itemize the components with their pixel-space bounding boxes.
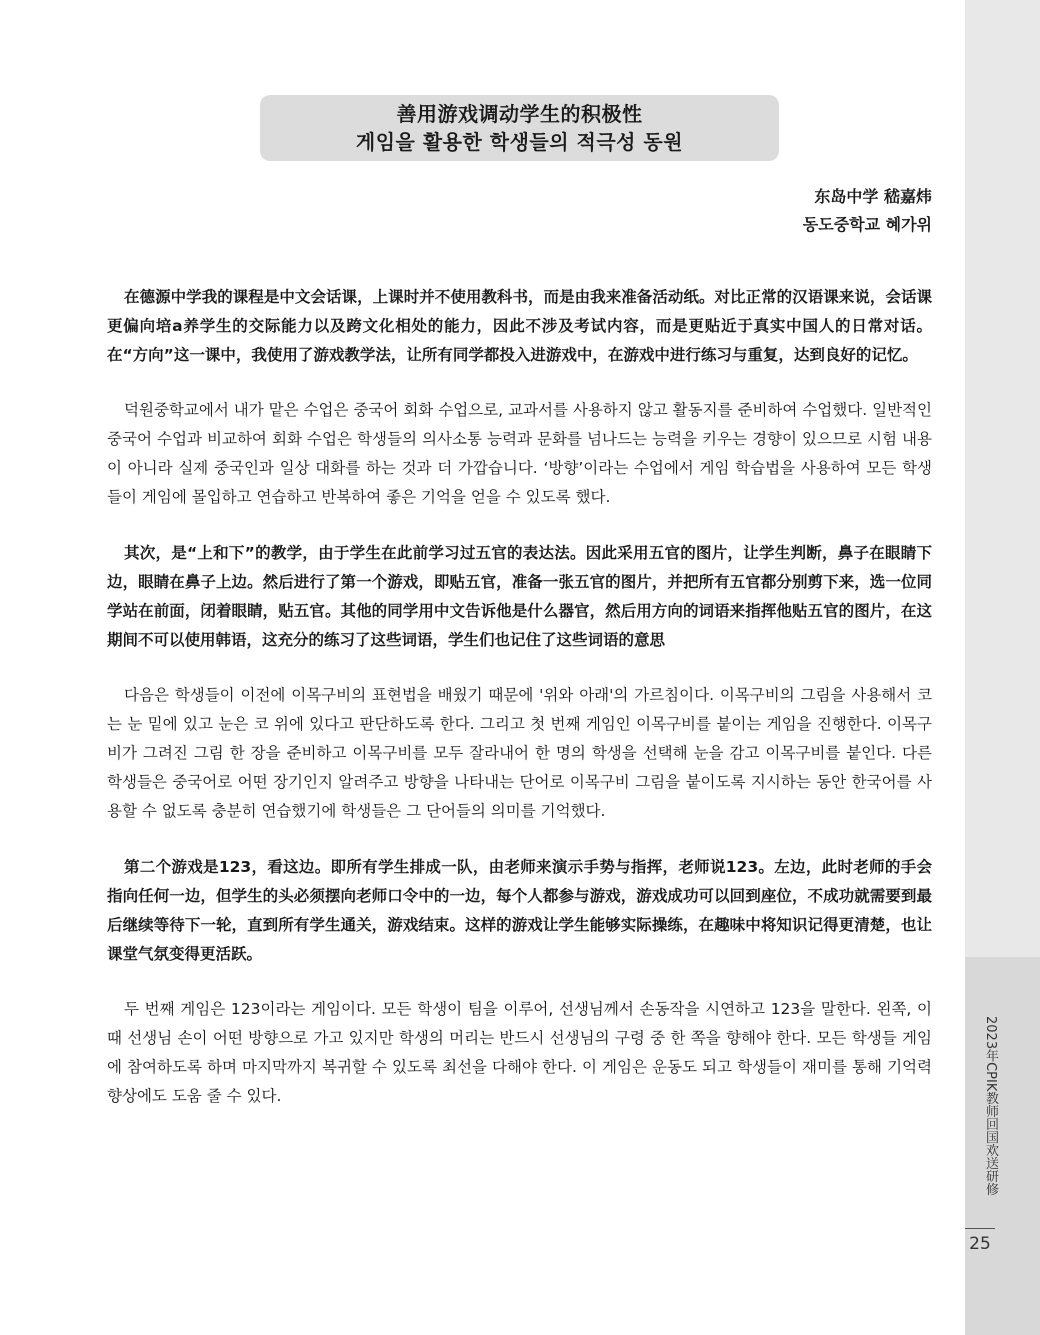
- article-title-chinese: 善用游戏调动学生的积极性: [396, 102, 643, 126]
- paragraph-chinese-1: 在德源中学我的课程是中文会话课，上课时并不使用教科书，而是由我来准备活动纸。对比正常的汉语课来说，会话课更偏向培a养学生的交际能力以及跨文化相处的能力，因此不涉及考试内容，而是更贴近于真实中国人的日常对话。在“方向”这一课中，我使用了游戏教学法，让所有同学都投入进游戏中，在游戏中进行练习与重复，达到良好的记忆。: [107, 288, 932, 364]
- paragraph-korean-2: 다음은 학생들이 이전에 이목구비의 표현법을 배웠기 때문에 '위와 아래'의 가르침이다. 이목구비의 그림을 사용해서 코는 눈 밑에 있고 눈은 코 위에 있다고 판단하도록 한다. 그리고 첫 번째 게임인 이목구비를 붙이는 게임을 진행한다. 이목구비가 그려진 그림 한 장을 준비하고 이목구비를 모두 잘라내어 한 명의 학생을 선택해 눈을 감고 이목구비를 붙인다. 다른 학생들은 중국어로 어떤 장기인지 알려주고 방향을 나타내는 단어로 이목구비 그림을 붙이도록 지시하는 동안 한국어를 사용할 수 없도록 충분히 연습했기에 학생들은 그 단어들의 의미를 기억했다.: [107, 686, 932, 820]
- paragraph-chinese-3: 第二个游戏是123，看这边。即所有学生排成一队，由老师来演示手势与指挥，老师说123。左边，此时老师的手会指向任何一边，但学生的头必须摆向老师口令中的一边，每个人都参与游戏，游戏成功可以回到座位，不成功就需要到最后继续等待下一轮，直到所有学生通关，游戏结束。这样的游戏让学生能够实际操练，在趣味中将知识记得更清楚，也让课堂气氛变得更活跃。: [107, 858, 932, 963]
- paragraph-chinese-2: 其次，是“上和下”的教学，由于学生在此前学习过五官的表达法。因此采用五官的图片，让学生判断，鼻子在眼睛下边，眼睛在鼻子上边。然后进行了第一个游戏，即贴五官，准备一张五官的图片，并把所有五官都分别剪下来，选一位同学站在前面，闭着眼睛，贴五官。其他的同学用中文告诉他是什么器官，然后用方向的词语来指挥他贴五官的图片，在这期间不可以使用韩语，这充分的练习了这些词语，学生们也记住了这些词语的意思: [107, 544, 932, 649]
- side-margin-band: [965, 957, 1040, 1335]
- paragraph-korean-3: 두 번째 게임은 123이라는 게임이다. 모든 학생이 팀을 이루어, 선생님께서 손동작을 시연하고 123을 말한다. 왼쪽, 이때 선생님 손이 어떤 방향으로 가고 있지만 학생의 머리는 반드시 선생님의 구령 중 한 쪽을 향해야 한다. 모든 학생들 게임에 참여하도록 하며 마지막까지 복귀할 수 있도록 최선을 다해야 한다. 이 게임은 운동도 되고 학생들이 재미를 통해 기억력 향상에도 도움 줄 수 있다.: [107, 1000, 932, 1105]
- author-chinese: 东岛中学 嵇嘉炜: [814, 187, 932, 206]
- page-number: 25: [969, 1234, 991, 1254]
- author-block: [803, 183, 932, 239]
- article-body: [107, 283, 932, 1111]
- author-korean: 동도중학교 혜가위: [802, 215, 932, 234]
- sidebar-publication-label: 2023年CPIK教师回国欢送研修: [983, 1016, 998, 1196]
- page-number-rule: [965, 1228, 995, 1229]
- paragraph-korean-1: 덕원중학교에서 내가 맡은 수업은 중국어 회화 수업으로, 교과서를 사용하지 않고 활동지를 준비하여 수업했다. 일반적인 중국어 수업과 비교하여 회화 수업은 학생들의 의사소통 능력과 문화를 넘나드는 능력을 키우는 경향이 있으므로 시험 내용이 아니라 실제 중국인과 일상 대화를 하는 것과 더 가깝습니다. ‘방향’이라는 수업에서 게임 학습법을 사용하여 모든 학생들이 게임에 몰입하고 연습하고 반복하여 좋은 기억을 얻을 수 있도록 했다.: [107, 401, 932, 506]
- article-title-box: [260, 95, 779, 161]
- article-title-korean: 게임을 활용한 학생들의 적극성 동원: [355, 130, 684, 154]
